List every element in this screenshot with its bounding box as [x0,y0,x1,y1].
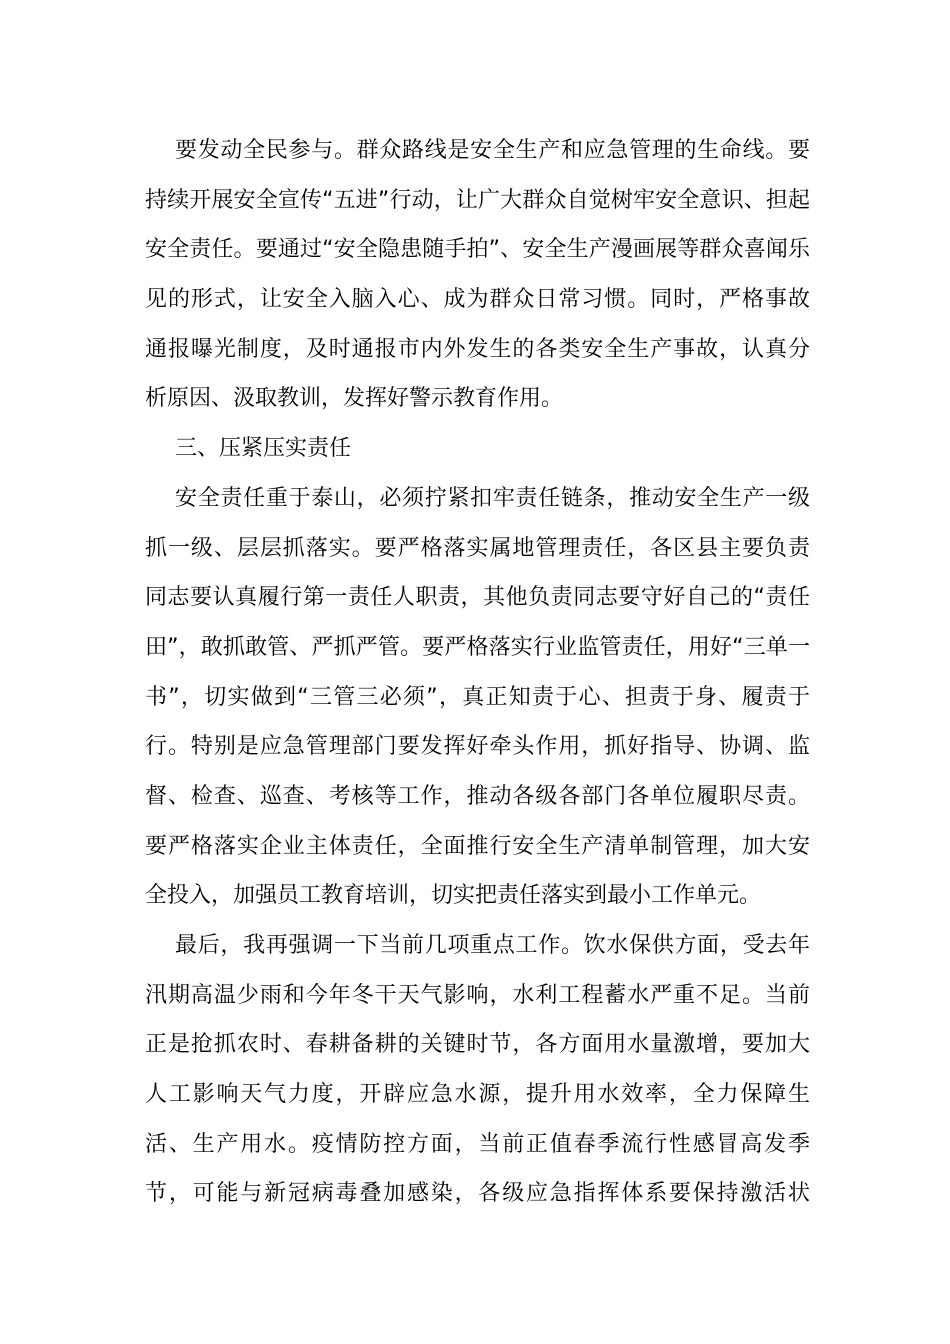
paragraph-line: 安全责任。要通过“安全隐患随手拍”、安全生产漫画展等群众喜闻乐 [145,237,810,263]
paragraph-line: 见的形式，让安全入脑入心、成为群众日常习惯。同时，严格事故 [145,287,810,313]
paragraph-line: 抓一级、层层抓落实。要严格落实属地管理责任，各区县主要负责 [145,535,810,561]
paragraph-line: 全投入，加强员工教育培训，切实把责任落实到最小工作单元。 [145,883,762,909]
paragraph-line: 汛期高温少雨和今年冬干天气影响，水利工程蓄水严重不足。当前 [145,982,810,1008]
paragraph-line: 持续开展安全宣传“五进”行动，让广大群众自觉树牢安全意识、担起 [145,187,810,213]
section-heading: 三、压紧压实责任 [175,436,352,462]
paragraph-line: 行。特别是应急管理部门要发挥好牵头作用，抓好指导、协调、监 [145,734,810,760]
paragraph-line: 田”，敢抓敢管、严抓严管。要严格落实行业监管责任，用好“三单一 [145,634,810,660]
paragraph-line: 要严格落实企业主体责任，全面推行安全生产清单制管理，加大安 [145,833,810,859]
document-body [145,126,810,1219]
paragraph-line: 安全责任重于泰山，必须拧紧扣牢责任链条，推动安全生产一级 [175,485,810,511]
paragraph-line: 活、生产用水。疫情防控方面，当前正值春季流行性感冒高发季 [145,1131,810,1157]
paragraph-line: 节，可能与新冠病毒叠加感染，各级应急指挥体系要保持激活状 [145,1181,810,1207]
paragraph-line: 最后，我再强调一下当前几项重点工作。饮水保供方面，受去年 [175,933,810,958]
paragraph-line: 正是抢抓农时、春耕备耕的关键时节，各方面用水量激增，要加大 [145,1032,810,1058]
paragraph-line: 督、检查、巡查、考核等工作，推动各级各部门各单位履职尽责。 [145,783,810,809]
paragraph-line: 书”，切实做到“三管三必须”，真正知责于心、担责于身、履责于 [145,684,810,710]
paragraph-line: 通报曝光制度，及时通报市内外发生的各类安全生产事故，认真分 [145,336,810,362]
paragraph-line: 人工影响天气力度，开辟应急水源，提升用水效率，全力保障生 [145,1082,810,1108]
paragraph-line: 析原因、汲取教训，发挥好警示教育作用。 [145,386,564,412]
paragraph-line: 要发动全民参与。群众路线是安全生产和应急管理的生命线。要 [175,138,810,163]
paragraph-line: 同志要认真履行第一责任人职责，其他负责同志要守好自己的“责任 [145,585,810,611]
